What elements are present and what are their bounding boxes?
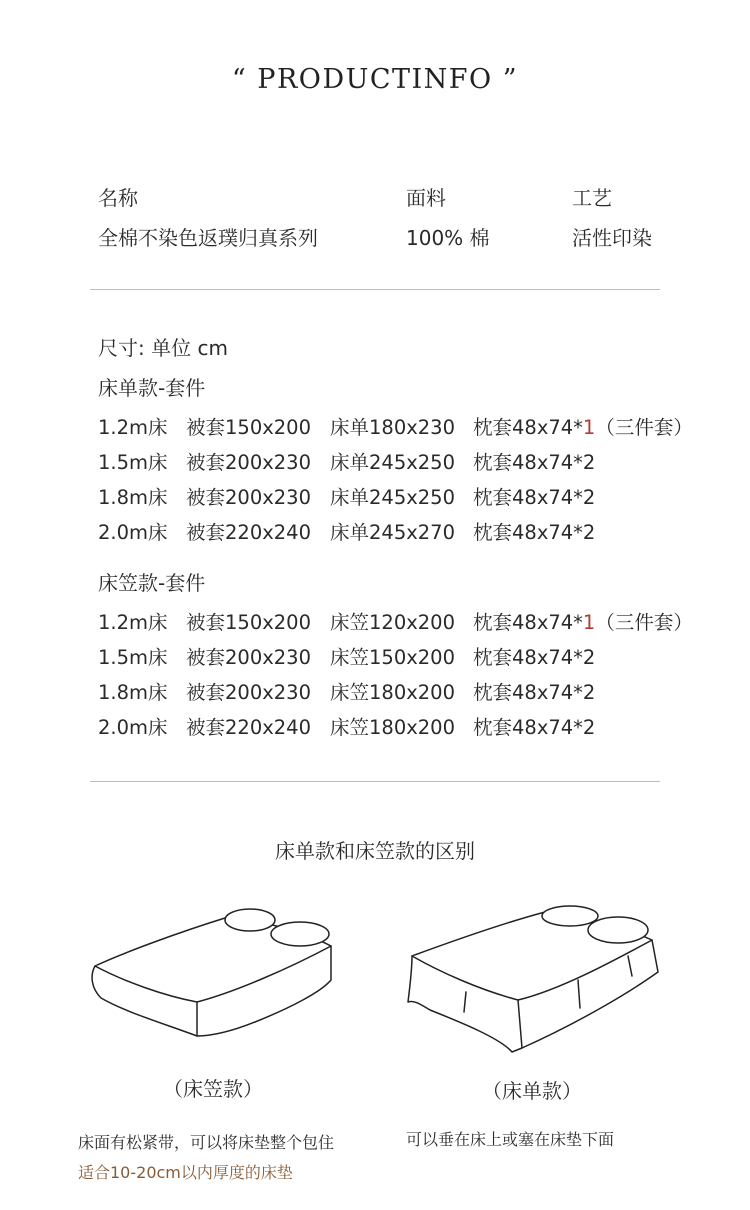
pillowcase-size-cell <box>473 447 595 475</box>
flat-sheet-note: 可以垂在床上或塞在床垫下面 <box>406 1130 615 1149</box>
pillowcase-quantity: 2 <box>582 486 596 509</box>
name-label: 名称 <box>98 186 138 210</box>
duvet-size-cell: 被套220x240 <box>186 716 311 739</box>
sheet-size-cell: 床笠120x200 <box>330 611 455 634</box>
pillowcase-quantity: 1 <box>582 416 596 439</box>
duvet-size-cell: 被套200x230 <box>186 451 311 474</box>
bed-size-cell: 1.5m床 <box>98 451 168 474</box>
divider <box>90 289 660 290</box>
sheet-size-cell: 床单245x270 <box>330 521 455 544</box>
page-title: “ PRODUCTINFO ” <box>231 64 519 95</box>
duvet-size-cell: 被套200x230 <box>186 681 311 704</box>
bed-size-cell: 2.0m床 <box>98 716 168 739</box>
pillowcase-size-cell <box>473 607 693 635</box>
pillowcase-size-cell <box>473 412 693 440</box>
duvet-size-cell: 被套200x230 <box>186 486 311 509</box>
fitted-sheet-note-accent: 适合10-20cm以内厚度的床垫 <box>78 1163 293 1182</box>
pillowcase-size-cell <box>473 517 595 545</box>
pillowcase-size-cell <box>473 482 595 510</box>
duvet-size-cell: 被套220x240 <box>186 521 311 544</box>
pillowcase-size-text: 枕套48x74* <box>473 486 583 509</box>
size-title: 尺寸: 单位 cm <box>98 336 228 360</box>
sheet-size-cell: 床笠150x200 <box>330 646 455 669</box>
pillowcase-size-text: 枕套48x74* <box>473 716 583 739</box>
duvet-size-cell: 被套150x200 <box>186 416 311 439</box>
divider <box>90 781 660 782</box>
pillowcase-quantity: 2 <box>582 451 596 474</box>
sheet-size-cell: 床单245x250 <box>330 486 455 509</box>
pillowcase-size-cell <box>473 677 595 705</box>
bed-size-cell: 1.2m床 <box>98 416 168 439</box>
pillowcase-size-text: 枕套48x74* <box>473 416 583 439</box>
pillowcase-size-cell <box>473 642 595 670</box>
pillowcase-quantity: 1 <box>582 611 596 634</box>
fitted-sheet-caption: （床笠款） <box>163 1077 263 1101</box>
difference-title: 床单款和床笠款的区别 <box>275 839 475 863</box>
flat-sheet-caption: （床单款） <box>482 1079 582 1103</box>
craft-label: 工艺 <box>572 186 612 210</box>
name-value: 全棉不染色返璞归真系列 <box>98 226 318 250</box>
bed-size-cell: 1.2m床 <box>98 611 168 634</box>
pillowcase-size-text: 枕套48x74* <box>473 681 583 704</box>
group-title-fitted-sheet: 床笠款-套件 <box>98 571 206 595</box>
duvet-size-cell: 被套200x230 <box>186 646 311 669</box>
fabric-label: 面料 <box>406 186 446 210</box>
group-title-flat-sheet: 床单款-套件 <box>98 376 206 400</box>
bed-size-cell: 1.5m床 <box>98 646 168 669</box>
pillowcase-size-cell <box>473 712 595 740</box>
pillowcase-size-text: 枕套48x74* <box>473 451 583 474</box>
sheet-size-cell: 床单245x250 <box>330 451 455 474</box>
set-type-note: （三件套） <box>595 416 693 439</box>
pillowcase-size-text: 枕套48x74* <box>473 521 583 544</box>
pillowcase-quantity: 2 <box>582 646 596 669</box>
craft-value: 活性印染 <box>572 226 652 250</box>
sheet-size-cell: 床笠180x200 <box>330 716 455 739</box>
fitted-sheet-note: 床面有松紧带，可以将床垫整个包住 <box>78 1133 335 1152</box>
set-type-note: （三件套） <box>595 611 693 634</box>
flat-sheet-bed-illustration <box>400 900 665 1060</box>
pillowcase-quantity: 2 <box>582 716 596 739</box>
bed-size-cell: 1.8m床 <box>98 486 168 509</box>
pillowcase-size-text: 枕套48x74* <box>473 646 583 669</box>
fitted-sheet-bed-illustration <box>85 900 345 1045</box>
bed-size-cell: 1.8m床 <box>98 681 168 704</box>
pillowcase-size-text: 枕套48x74* <box>473 611 583 634</box>
pillowcase-quantity: 2 <box>582 521 596 544</box>
pillowcase-quantity: 2 <box>582 681 596 704</box>
sheet-size-cell: 床单180x230 <box>330 416 455 439</box>
sheet-size-cell: 床笠180x200 <box>330 681 455 704</box>
fabric-value: 100% 棉 <box>406 226 490 250</box>
duvet-size-cell: 被套150x200 <box>186 611 311 634</box>
bed-size-cell: 2.0m床 <box>98 521 168 544</box>
